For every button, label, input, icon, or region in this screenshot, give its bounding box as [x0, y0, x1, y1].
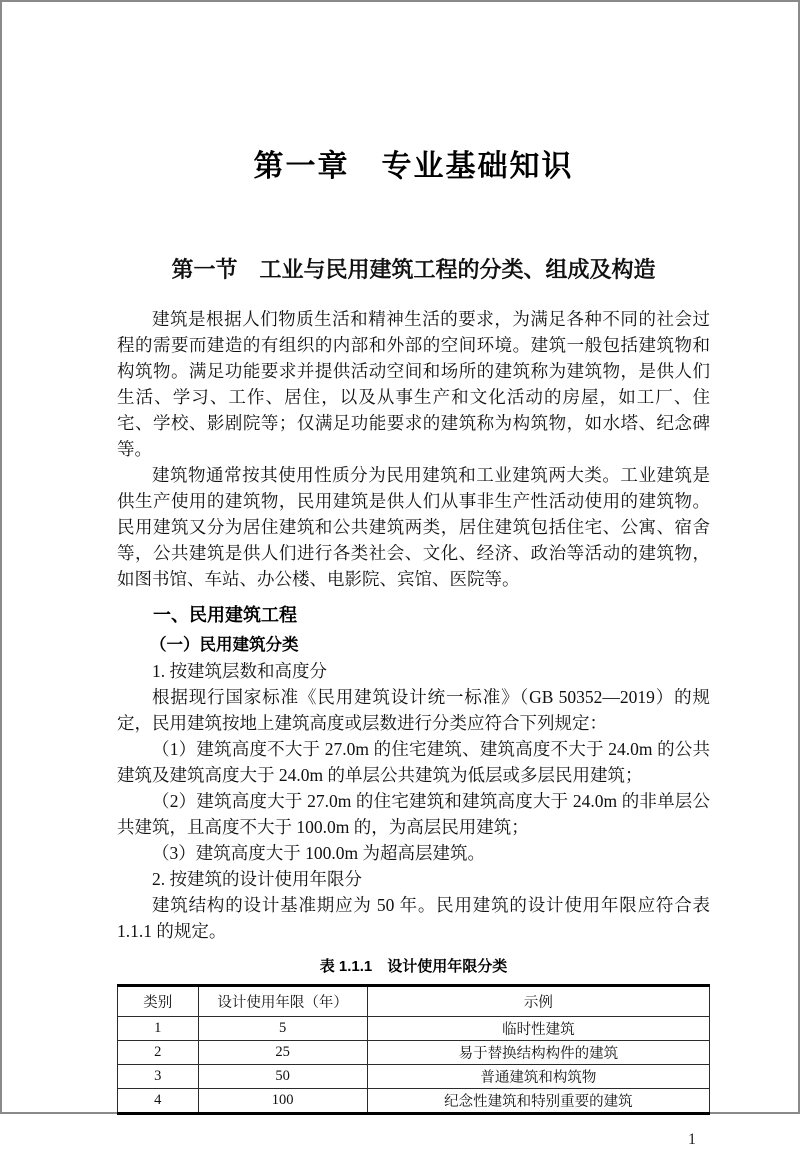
table-header-example: 示例: [367, 986, 709, 1017]
table-row: [118, 1041, 710, 1065]
table-cell-category: 2: [118, 1041, 199, 1065]
list-item: （3）建筑高度大于 100.0m 为超高层建筑。: [152, 843, 485, 863]
heading-civil-building-classification: （一）民用建筑分类: [150, 636, 299, 654]
subsection-title: 2. 按建筑的设计使用年限分: [152, 869, 362, 889]
subsection-intro: 建筑结构的设计基准期应为 50 年。民用建筑的设计使用年限应符合表 1.1.1 的规定。: [117, 895, 710, 941]
table-row: [118, 1017, 710, 1041]
table-cell-years: 5: [198, 1017, 367, 1041]
table-row: [118, 1089, 710, 1114]
table-cell-category: 3: [118, 1065, 199, 1089]
table-cell-years: 50: [198, 1065, 367, 1089]
heading-civil-building-engineering: 一、民用建筑工程: [153, 605, 297, 625]
table-cell-example: 临时性建筑: [367, 1017, 709, 1041]
subsection-title: 1. 按建筑层数和高度分: [152, 661, 327, 681]
table-cell-years: 100: [198, 1089, 367, 1114]
chapter-title: 第一章 专业基础知识: [253, 150, 574, 183]
table-cell-example: 易于替换结构构件的建筑: [367, 1041, 709, 1065]
table-header-row: [118, 986, 710, 1017]
table-caption: 表 1.1.1 设计使用年限分类: [319, 958, 508, 975]
table-cell-category: 1: [118, 1017, 199, 1041]
table-cell-example: 纪念性建筑和特别重要的建筑: [367, 1089, 709, 1114]
subsection-intro: 根据现行国家标准《民用建筑设计统一标准》（GB 50352—2019）的规定，民用建筑按地上建筑高度或层数进行分类应符合下列规定：: [117, 687, 710, 733]
intro-paragraph: 建筑物通常按其使用性质分为民用建筑和工业建筑两大类。工业建筑是供生产使用的建筑物，民用建筑是供人们从事非生产性活动使用的建筑物。民用建筑又分为居住建筑和公共建筑两类，居住建筑包括住宅、公寓、宿舍等，公共建筑是供人们进行各类社会、文化、经济、政治等活动的建筑物，如图书馆、车站、办公楼、电影院、宾馆、医院等。: [117, 465, 710, 589]
intro-paragraph: 建筑是根据人们物质生活和精神生活的要求，为满足各种不同的社会过程的需要而建造的有组织的内部和外部的空间环境。建筑一般包括建筑物和构筑物。满足功能要求并提供活动空间和场所的建筑称为建筑物，是供人们生活、学习、工作、居住，以及从事生产和文化活动的房屋，如工厂、住宅、学校、影剧院等；仅满足功能要求的建筑称为构筑物，如水塔、纪念碑等。: [117, 309, 710, 459]
design-service-life-table: [117, 984, 710, 1115]
table-cell-example: 普通建筑和构筑物: [367, 1065, 709, 1089]
list-item: （1）建筑高度不大于 27.0m 的住宅建筑、建筑高度不大于 24.0m 的公共建筑及建筑高度大于 24.0m 的单层公共建筑为低层或多层民用建筑；: [117, 739, 710, 785]
table-header-category: 类别: [118, 986, 199, 1017]
table-cell-category: 4: [118, 1089, 199, 1114]
section-title: 第一节 工业与民用建筑工程的分类、组成及构造: [171, 257, 656, 282]
table-header-design-life: 设计使用年限（年）: [198, 986, 367, 1017]
table-cell-years: 25: [198, 1041, 367, 1065]
table-row: [118, 1065, 710, 1089]
page-number: 1: [688, 1131, 696, 1148]
list-item: （2）建筑高度大于 27.0m 的住宅建筑和建筑高度大于 24.0m 的非单层公共建筑，且高度不大于 100.0m 的，为高层民用建筑；: [117, 791, 710, 837]
